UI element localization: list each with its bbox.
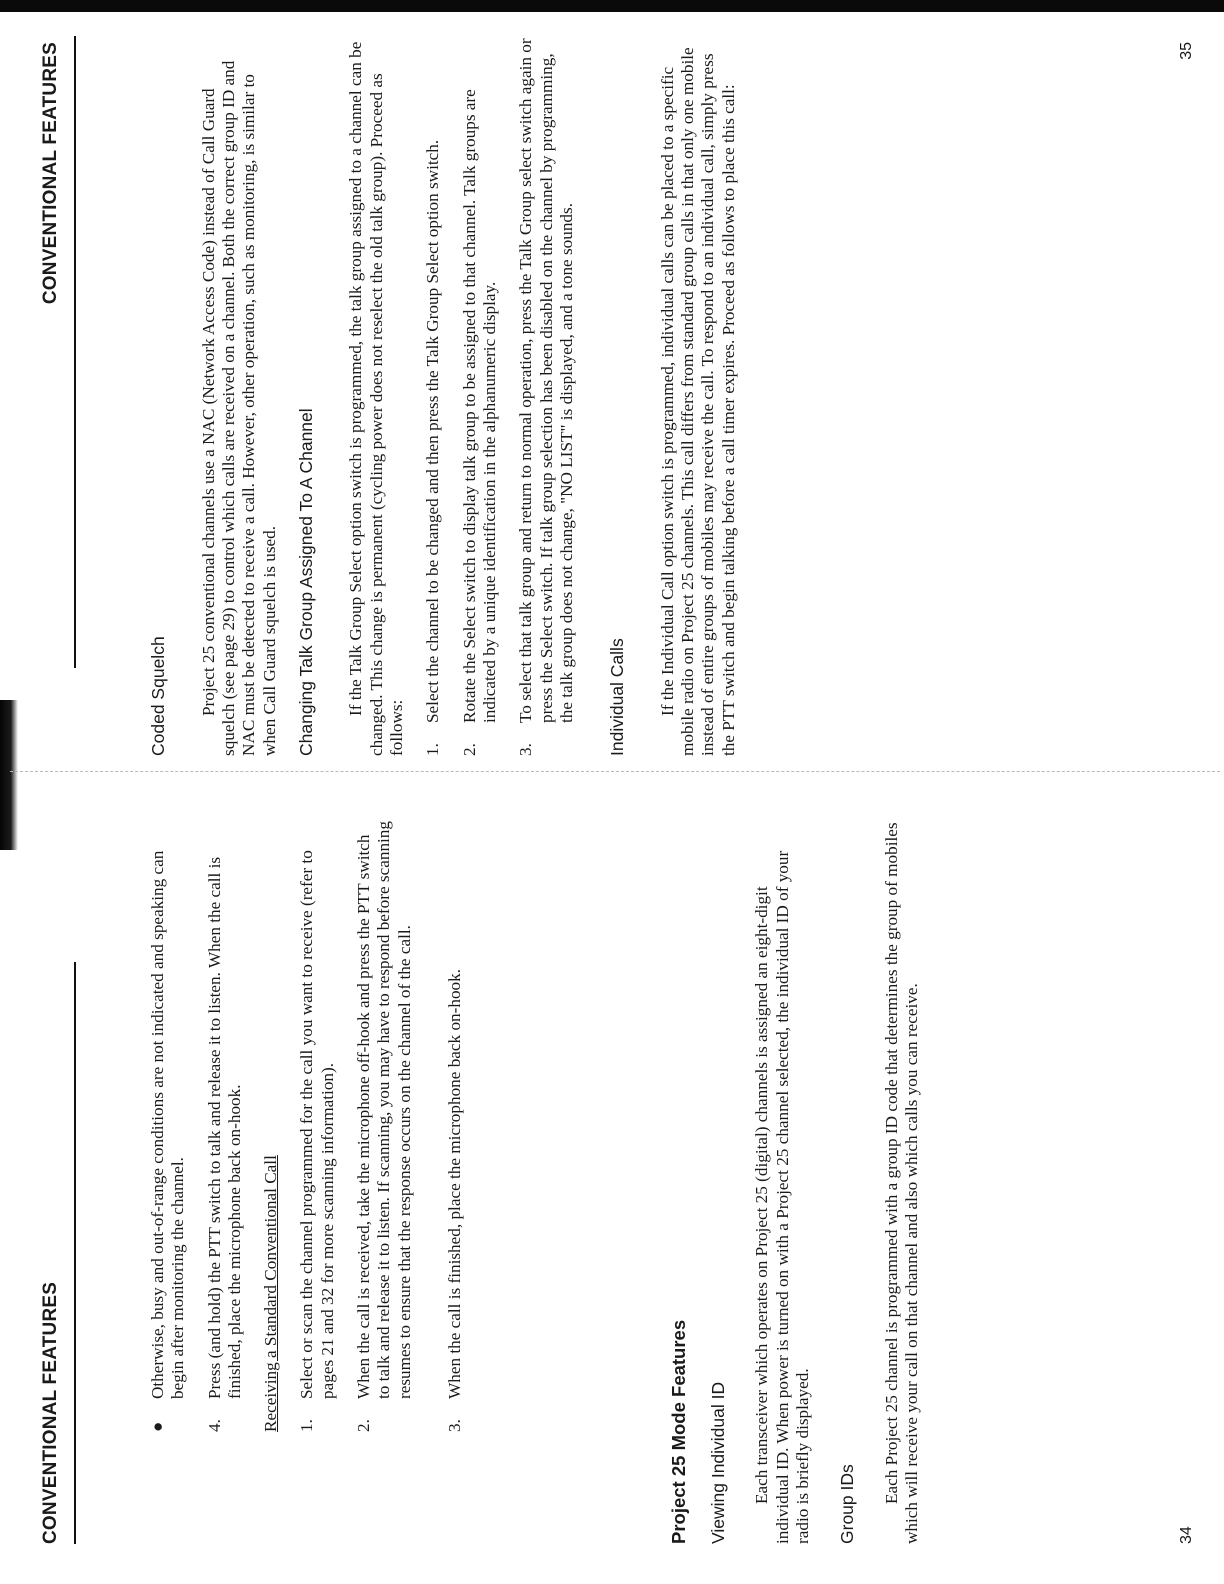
page-34 bbox=[0, 814, 1224, 1584]
step-number: 4. bbox=[204, 1419, 224, 1432]
step-text: Press (and hold) the PTT switch to talk and release it to listen. When the call is finished, place the microphone back on-hook. bbox=[204, 856, 244, 1399]
section-heading: Project 25 Mode Features bbox=[668, 1319, 689, 1544]
talk-group-step-1 bbox=[423, 34, 443, 756]
step-text: To select that talk group and return to normal operation, press the Talk Group select switch again or press the Select switch. If talk group selection has been disabled on the channel by programming, the talk group does not change, "NO LIST" is displayed, and a tone sounds. bbox=[516, 38, 576, 723]
step-text: Select the channel to be changed and then press the Talk Group Select option switch. bbox=[423, 139, 443, 723]
paragraph: Each transceiver which operates on Project 25 (digital) channels is assigned an eight-digit individual ID. When power is turned on with a Project 25 channel selected, the individual ID of your radio is briefly displayed. bbox=[752, 850, 813, 1544]
step-text: Rotate the Select switch to display talk group to be assigned to that channel. Talk groups are indicated by a unique identification in the alphanumeric display. bbox=[459, 89, 499, 723]
header-rule bbox=[74, 36, 76, 668]
step-number: 3. bbox=[516, 743, 536, 756]
talk-group-step-3 bbox=[516, 34, 577, 756]
running-header: CONVENTIONAL FEATURES bbox=[40, 42, 61, 305]
step-4 bbox=[205, 820, 246, 1432]
step-number: 1. bbox=[423, 743, 443, 756]
right-column bbox=[148, 34, 739, 756]
paragraph: If the Talk Group Select option switch is programmed, the talk group assigned to a channel can be changed. This change is permanent (cycling power does not reselect the old talk group). Proceed as follows: bbox=[346, 41, 407, 756]
subsection-heading: Group IDs bbox=[837, 1464, 858, 1544]
receiving-step-3 bbox=[445, 820, 465, 1432]
paragraph: If the Individual Call option switch is programmed, individual calls can be placed to a specific mobile radio on Project 25 channels. This call differs from standard group calls in that only one mobile instead of entire groups of mobiles may receive the call. To respond to an individual call, simply press the PTT switch and begin talking before a call timer expires. Proceed as follows to place this call: bbox=[657, 47, 738, 756]
bullet-item bbox=[148, 820, 189, 1432]
running-header: CONVENTIONAL FEATURES bbox=[40, 1281, 61, 1544]
step-number: 2. bbox=[459, 743, 479, 756]
receiving-step-1 bbox=[297, 820, 338, 1432]
step-text: Select or scan the channel programmed for the call you want to receive (refer to pages 21 and 32 for more scanning information). bbox=[297, 850, 337, 1399]
paragraph: Each Project 25 channel is programmed with a group ID code that determines the group of mobiles which will receive your call on that channel and also which calls you can receive. bbox=[882, 822, 922, 1544]
bullet-text: Otherwise, busy and out-of-range conditions are not indicated and speaking can begin after monitoring the channel. bbox=[148, 850, 188, 1399]
page-number: 35 bbox=[1178, 42, 1195, 60]
left-column bbox=[148, 820, 465, 1432]
subsection-heading: Viewing Individual ID bbox=[707, 1381, 728, 1544]
step-number: 1. bbox=[297, 1419, 317, 1432]
header-rule bbox=[74, 962, 76, 1544]
left-column-lower bbox=[668, 820, 923, 1544]
step-number: 3. bbox=[444, 1419, 464, 1432]
receiving-heading: Receiving a Standard Conventional Call bbox=[261, 1155, 281, 1432]
talk-group-step-2 bbox=[460, 34, 501, 756]
receiving-step-2 bbox=[354, 820, 415, 1432]
step-text: When the call is finished, place the microphone back on-hook. bbox=[444, 968, 464, 1399]
paragraph: Project 25 conventional channels use a NAC (Network Access Code) instead of Call Guard squelch (see page 29) to control which calls are received on a channel. Both the correct group ID and NAC must be detected to receive a call. However, other operation, such as monitoring, is similar to when Call Guard squelch is used. bbox=[198, 60, 279, 756]
step-number: 2. bbox=[354, 1419, 374, 1432]
subsection-heading: Coded Squelch bbox=[148, 636, 168, 756]
step-text: When the call is received, take the microphone off-hook and press the PTT switch to talk and release it to listen. If scanning, you may have to respond before scanning resumes to ensure that the response occurs on the channel of the call. bbox=[354, 821, 414, 1399]
page-number: 34 bbox=[1178, 1526, 1195, 1544]
subsection-heading: Changing Talk Group Assigned To A Channel bbox=[295, 408, 316, 756]
bullet-icon: ● bbox=[148, 1421, 167, 1432]
subsection-heading: Individual Calls bbox=[607, 638, 628, 756]
